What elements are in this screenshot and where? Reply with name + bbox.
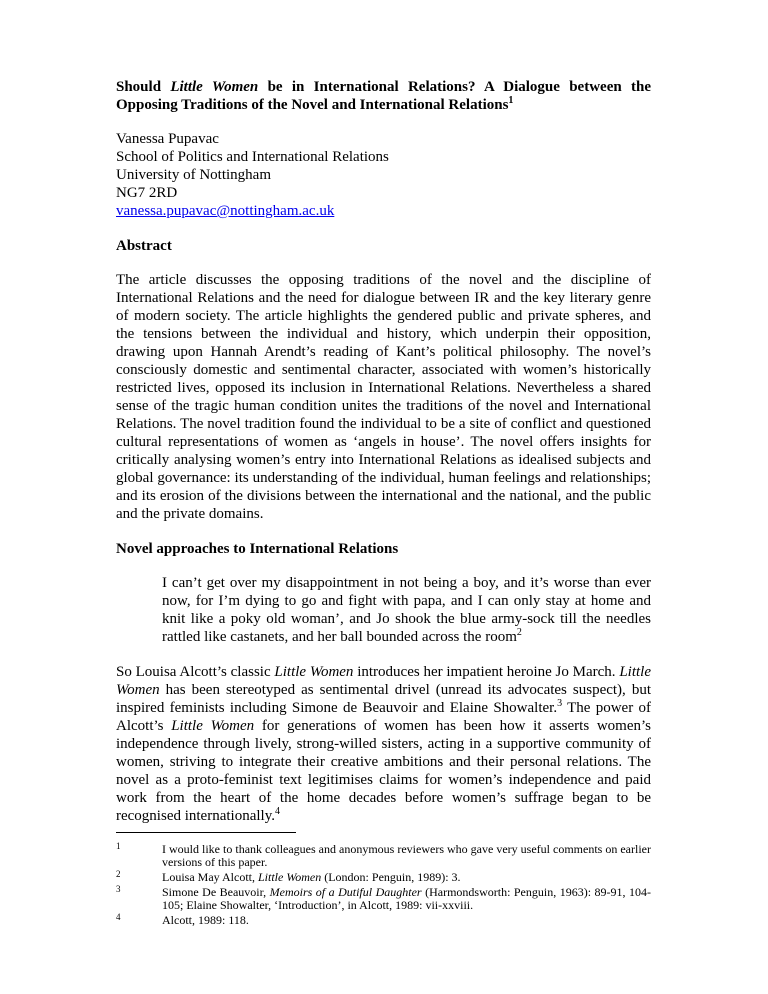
para-text-1: So Louisa Alcott’s classic [116, 664, 275, 680]
author-university: University of Nottingham [116, 167, 271, 183]
para-italic-1: Little Women [274, 664, 354, 680]
para-text-2: introduces her impatient heroine Jo March. [353, 664, 620, 680]
footnote-1-number: 1 [116, 841, 121, 851]
footnote-2 [116, 871, 651, 884]
footnotes [116, 832, 651, 929]
author-email-link[interactable]: vanessa.pupavac@nottingham.ac.uk [116, 203, 335, 219]
author-postcode: NG7 2RD [116, 185, 178, 201]
title-italic: Little Women [170, 79, 259, 95]
quote-footnote-ref[interactable]: 2 [516, 627, 522, 638]
footnote-2-text-b: (London: Penguin, 1989): 3. [321, 870, 461, 884]
author-block [116, 130, 651, 220]
block-quote [162, 574, 651, 646]
footnote-3 [116, 886, 651, 912]
title-part-2: be in International Relations? A Dialogue between the Opposing Traditions of the Novel and International Relations [116, 79, 651, 113]
body-paragraph [116, 663, 651, 825]
para-text-4: The power of Alcott’s [116, 700, 652, 734]
footnote-4-number: 4 [116, 912, 121, 922]
para-footnote-ref-4[interactable]: 4 [274, 806, 280, 817]
para-text-5: for generations of women has been how it asserts women’s independence through lively, strong-willed sisters, acting in a supportive community of women, striving to integrate their creative ambitions and their personal relations. The novel as a proto-feminist text legitimises claims for women’s independence and paid work from the heart of the home decades before women’s suffrage began to be recognised internationally. [116, 718, 652, 824]
footnote-1-text: I would like to thank colleagues and anonymous reviewers who gave very useful comments on earlier versions of this paper. [162, 842, 651, 869]
footnote-4 [116, 914, 651, 927]
abstract-heading: Abstract [116, 238, 172, 254]
footnote-2-italic: Little Women [258, 870, 322, 884]
para-italic-3: Little Women [171, 718, 255, 734]
footnote-3-text-b: (Harmondsworth: Penguin, 1963): 89-91, 104-105; Elaine Showalter, ‘Introduction’, in Alcott, 1989: vii-xxviii. [162, 885, 652, 912]
footnote-3-italic: Memoirs of a Dutiful Daughter [269, 885, 422, 899]
abstract-text: The article discusses the opposing traditions of the novel and the discipline of International Relations and the need for dialogue between IR and the key literary genre of modern society. The article highlights the gendered public and private spheres, and the tensions between the individual and history, which underpin their opposition, drawing upon Hannah Arendt’s reading of Kant’s political philosophy. The novel’s consciously domestic and sentimental character, associated with women’s historically restricted lives, opposed its inclusion in International Relations. Nevertheless a shared sense of the tragic human condition unites the traditions of the novel and International Relations. The novel tradition found the individual to be a site of conflict and questioned cultural representations of women as ‘angels in house’. The novel offers insights for critically analysing women’s entry into International Relations as idealised subjects and global governance: its understanding of the individual, human feelings and relationships; and its erosion of the divisions between the international and the national, and the public and the private domains. [116, 272, 651, 522]
title-part-1: Should [116, 79, 171, 95]
footnote-1 [116, 843, 651, 869]
para-footnote-ref-3[interactable]: 3 [557, 698, 563, 709]
footnote-3-text-a: Simone De Beauvoir, [162, 885, 270, 899]
author-name: Vanessa Pupavac [116, 131, 219, 147]
title-footnote-ref[interactable]: 1 [508, 95, 514, 106]
footnote-2-number: 2 [116, 869, 121, 879]
footnote-2-text-a: Louisa May Alcott, [162, 870, 258, 884]
quote-text: I can’t get over my disappointment in not being a boy, and it’s worse than ever now, for I’m dying to go and fight with papa, and I can only stay at home and knit like a poky old woman’, and Jo shook the blue army-sock till the needles rattled like castanets, and her ball bounded across the room [162, 575, 651, 645]
para-text-3: has been stereotyped as sentimental drivel (unread its advocates suspect), but inspired feminists including Simone de Beauvoir and Elaine Showalter. [116, 682, 651, 716]
section-heading: Novel approaches to International Relations [116, 541, 399, 557]
main-body [116, 78, 651, 842]
article-title [116, 78, 651, 114]
para-italic-2: Little Women [116, 664, 651, 698]
author-school: School of Politics and International Relations [116, 149, 389, 165]
footnote-divider [116, 832, 296, 833]
footnote-4-text: Alcott, 1989: 118. [162, 913, 249, 927]
footnote-3-number: 3 [116, 884, 121, 894]
